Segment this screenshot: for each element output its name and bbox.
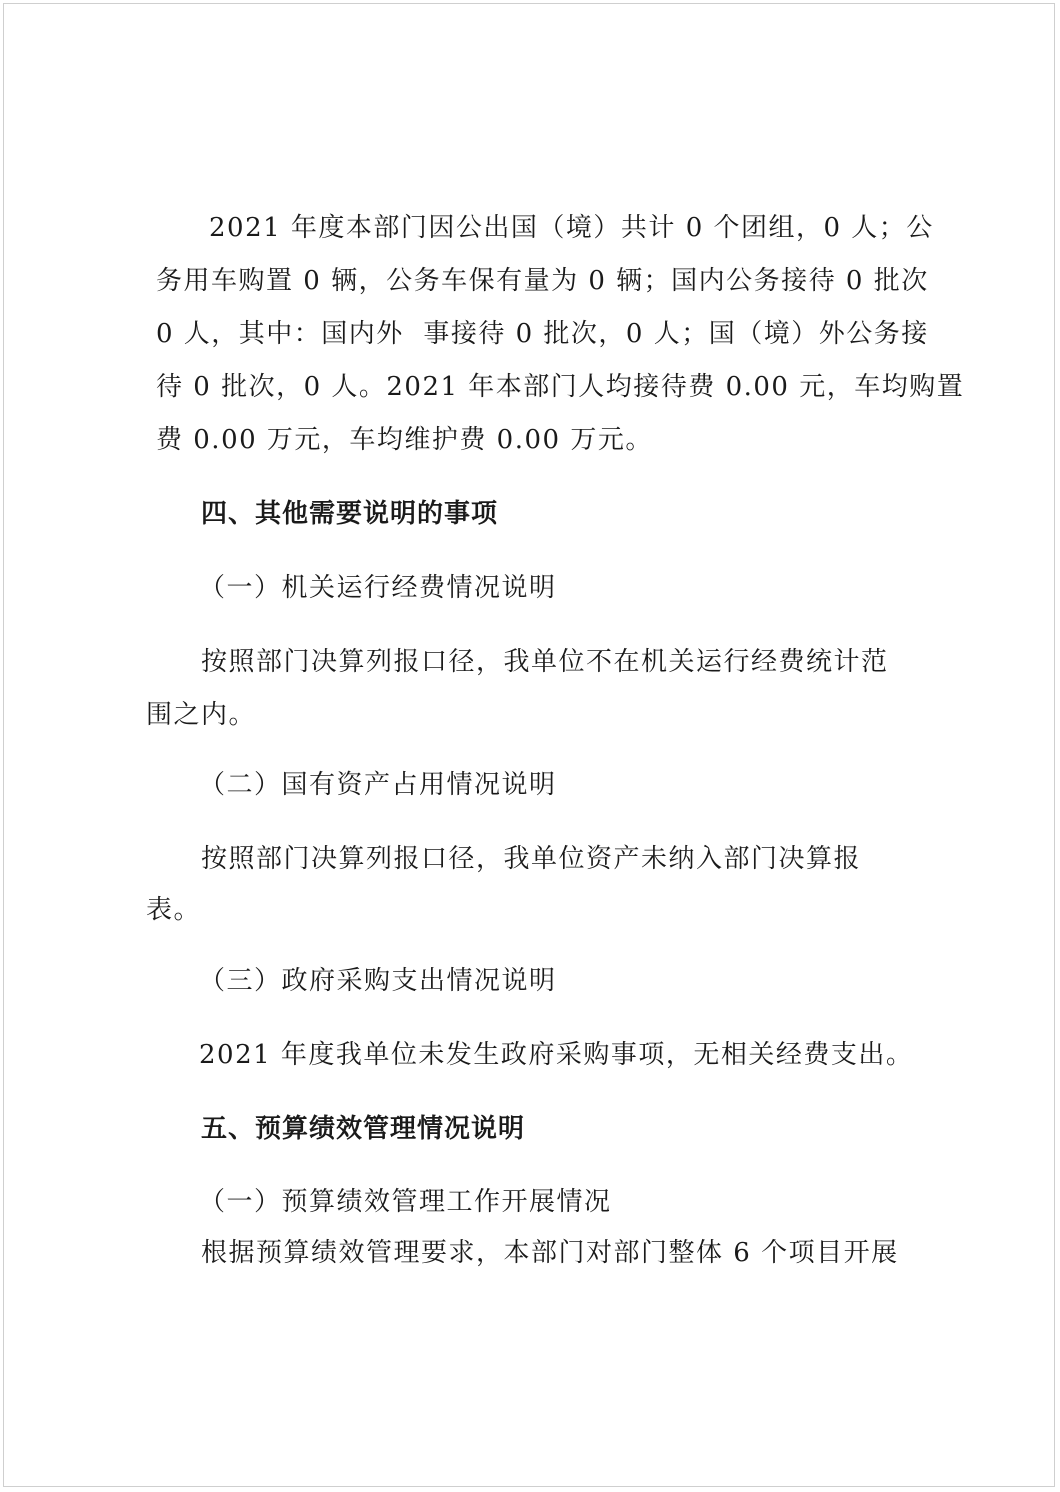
section-5-sub-1-title: （一）预算绩效管理工作开展情况 xyxy=(199,1187,612,1217)
section-5-sub-1-line-1: 根据预算绩效管理要求，本部门对部门整体 6 个项目开展 xyxy=(201,1238,899,1268)
section-4-sub-2-line-2: 表。 xyxy=(146,895,202,925)
document-page xyxy=(3,3,1055,1487)
section-4-sub-2-line-1: 按照部门决算列报口径，我单位资产未纳入部门决算报 xyxy=(201,844,862,874)
section-4-sub-2-title: （二）国有资产占用情况说明 xyxy=(199,770,557,800)
section-4-sub-1-title: （一）机关运行经费情况说明 xyxy=(199,573,557,603)
section-4-sub-1-line-1: 按照部门决算列报口径，我单位不在机关运行经费统计范 xyxy=(201,647,889,677)
section-4-sub-3-line-1: 2021 年度我单位未发生政府采购事项，无相关经费支出。 xyxy=(199,1040,914,1070)
section-5-heading: 五、预算绩效管理情况说明 xyxy=(201,1114,526,1144)
section-4-sub-3-title: （三）政府采购支出情况说明 xyxy=(199,966,557,996)
section-4-heading: 四、其他需要说明的事项 xyxy=(201,499,499,529)
paragraph-1-line-5: 费 0.00 万元，车均维护费 0.00 万元。 xyxy=(156,425,653,455)
paragraph-1-line-4: 待 0 批次，0 人。2021 年本部门人均接待费 0.00 元，车均购置 xyxy=(156,372,965,402)
paragraph-1-line-1: 2021 年度本部门因公出国（境）共计 0 个团组，0 人；公 xyxy=(209,213,934,243)
paragraph-1-line-3: 0 人，其中：国内外 事接待 0 批次，0 人；国（境）外公务接 xyxy=(156,319,929,349)
paragraph-1-line-2: 务用车购置 0 辆，公务车保有量为 0 辆；国内公务接待 0 批次 xyxy=(156,266,929,296)
section-4-sub-1-line-2: 围之内。 xyxy=(146,700,257,730)
